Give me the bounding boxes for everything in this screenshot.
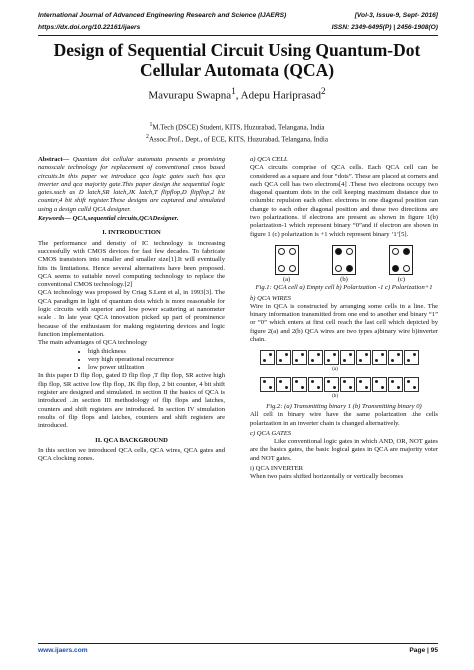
subheading-qca-cell: a) QCA CELL bbox=[250, 156, 288, 163]
figure-2-caption: Fig.2: (a) Transmitting binary 1 (b) Transmitting binary 0) bbox=[266, 402, 422, 410]
author-line bbox=[30, 86, 444, 102]
abstract bbox=[38, 156, 225, 214]
cell-label-c: (c) bbox=[397, 275, 406, 283]
subheading-qca-inverter: i) QCA INVERTER bbox=[250, 465, 304, 473]
figure-1-cells bbox=[258, 245, 430, 275]
aff-2-text: Assoc.Prof., Dept., of ECE, KITS, Huzurabad, Telangana, India bbox=[148, 135, 328, 144]
author-sep: , bbox=[235, 89, 241, 102]
author-1: Mavurapu Swapna bbox=[148, 89, 232, 102]
wire-cell bbox=[292, 377, 307, 392]
quantum-dot bbox=[278, 265, 285, 272]
wire-cell bbox=[324, 377, 339, 392]
wire-cell bbox=[372, 350, 387, 365]
quantum-dot bbox=[346, 265, 353, 272]
wire-cell bbox=[276, 377, 291, 392]
qca-inverter-paragraph: When two pairs shifted horizontally or vertically becomes bbox=[250, 473, 404, 481]
qca-cell-empty bbox=[275, 245, 299, 275]
qca-cell-paragraph: QCA circuits comprise of QCA cells. Each QCA cell can be considered as a square and four “dots”. These are placed at corners and each QCA cell has two electrons[4] .These two electrons occupy two diagonal quantum dots in the cell keeping maximum distance due to columbic repulsion each other. electrons in one diagonal position can change to each other diagonal position and these two directions are two polarizations. if electrons are present as shown in figure 1(b) polarization-1 which represent binary “0”and if electron are shown in figure 1 (c) polarization is +1 which represent binary ‘1’[5]. bbox=[250, 164, 438, 238]
journal-header-line2 bbox=[38, 24, 438, 34]
wire-cell bbox=[388, 377, 403, 392]
doi-link[interactable]: https://dx.doi.org/10.22161/ijaers bbox=[38, 24, 141, 31]
aff-1-text: M.Tech (DSCE) Student, KITS, Huzurabad, Telangana, India bbox=[152, 123, 325, 132]
author-2-mark: 2 bbox=[321, 86, 326, 96]
author-2: Adepu Hariprasad bbox=[240, 89, 322, 102]
figure-1-caption: Fig.1: QCA cell a) Empty cell b) Polarization -1 c) Polarization+1 bbox=[255, 284, 433, 292]
wire-cell bbox=[340, 350, 355, 365]
wire-cell bbox=[404, 350, 419, 365]
wire-cell bbox=[372, 377, 387, 392]
figure-1-labels bbox=[258, 276, 430, 284]
wire-label-a: (a) bbox=[332, 367, 338, 373]
wire-cell bbox=[308, 377, 323, 392]
wire-cell bbox=[324, 350, 339, 365]
wire-cell bbox=[260, 377, 275, 392]
right-column bbox=[250, 156, 438, 482]
quantum-dot bbox=[278, 248, 285, 255]
quantum-dot bbox=[403, 265, 410, 272]
background-paragraph: In this section we introduced QCA cells, QCA wires, QCA gates and QCA clocking zones. bbox=[38, 446, 225, 463]
journal-header-line1 bbox=[38, 12, 438, 22]
binary-wire-1 bbox=[260, 350, 438, 365]
list-item: • high thickness bbox=[88, 348, 225, 356]
list-item: • very high operational recurrence bbox=[88, 356, 225, 364]
aff-2-mark: 2 bbox=[146, 134, 149, 140]
keywords: Keywords— QCA,sequential circuits,QCADesigner. bbox=[38, 215, 179, 223]
quantum-dot bbox=[392, 248, 399, 255]
quantum-dot bbox=[335, 265, 342, 272]
abstract-text: Quantum dot cellular automata presents a promising nanoscale technology for replacement of conventional cmos based circuits.In this paper we introduce qca logic gates such has qca inverter and qca majority gate.This paper design the sequential logic gates.such as D latch,SR latch,JK latch,T flipflop,D flipflop,2 bit counter,4 bit shift register.These designs are captured and simulated using a design calld QCA designer. bbox=[38, 156, 225, 213]
wire-cell bbox=[404, 377, 419, 392]
page-number: Page | 95 bbox=[409, 647, 438, 654]
wire-cell bbox=[260, 350, 275, 365]
site-link[interactable]: www.ijaers.com bbox=[38, 647, 88, 654]
cell-label-a: (a) bbox=[282, 275, 291, 283]
volume-info: [Vol-3, Issue-9, Sept- 2016] bbox=[354, 12, 438, 19]
qca-gates-paragraph: Like conventional logic gates in which AND, OR, NOT gates are the basics gates, the basic logical gates in QCA are majority voter and NOT gates. bbox=[250, 438, 438, 462]
advantages-intro: The main advantages of QCA technology bbox=[38, 339, 148, 347]
wire-cell bbox=[340, 377, 355, 392]
quantum-dot bbox=[346, 248, 353, 255]
cell-label-b: (b) bbox=[340, 275, 348, 283]
intro-paragraph-2: QCA technology was proposed by Criag S.Lent et al, in 1993[3]. The QCA paradigm in light of quantum dots which is more reasonable for logic circuits with superior and low power scattering at nanometer scale . In late year QCA innovation picked up part of prominence because of the enthusiasm for making registering devices and logic function implementation. bbox=[38, 289, 225, 338]
qca-wires-paragraph: Wire in QCA is constructed by arranging some cells in a line. The binary information transmitted from one end to another end binary “1” or “0” which enters at first cell reach the last cell which depicted by figure 2(a) and 2(b) QCA wires are two types a)binary wire b)inverter chain. bbox=[250, 302, 438, 344]
wire-label-b: (b) bbox=[332, 393, 338, 399]
intro-paragraph-1: The performance and density of IC technology is increasing successfully with CMOS devices for fast few decades. To fabricate CMOS transistors into smaller and smaller size[1].It will eventually hits its limitations. Hence several alternatives have been proposed. QCA seems to suitable novel computing technology to replace the conventional CMOS technology.[2] bbox=[38, 239, 225, 289]
issn: ISSN: 2349-6495(P) | 2456-1908(O) bbox=[331, 24, 438, 31]
qca-cell-polarization-plus1 bbox=[389, 245, 413, 275]
quantum-dot bbox=[289, 248, 296, 255]
wire-cell bbox=[356, 350, 371, 365]
subheading-qca-wires: b) QCA WIRES bbox=[250, 294, 291, 302]
intro-paragraph-3: In this paper D flip flop, gated D flip flop ,T flip flop, SR active high flip flop, SR active low flip flop, JK flip flop, 2 bit counter, 4 bit shift register are designed and simulated. in section II the basics of QCA is introduced ..in section III methodology of flip flops and latches, counters and shift registers are introduced. In section IV simulation results of flip flops and latches, counters and shift registers are introduced. bbox=[38, 372, 225, 430]
quantum-dot bbox=[403, 248, 410, 255]
wire-cell bbox=[276, 350, 291, 365]
list-item: • low power utilization bbox=[88, 364, 225, 372]
quantum-dot bbox=[335, 248, 342, 255]
header-rule bbox=[38, 35, 438, 36]
qca-wires-paragraph-2: All cell in binary wire have the same polarization .the cells polarization in an inverter chain is changed alternatively. bbox=[250, 411, 438, 427]
wire-cell bbox=[292, 350, 307, 365]
section-heading-introduction: I. INTRODUCTION bbox=[102, 229, 161, 237]
paper-title: Design of Sequential Circuit Using Quantum-Dot Cellular Automata (QCA) bbox=[53, 40, 421, 80]
figure-2-wires bbox=[260, 350, 438, 401]
wire-cell bbox=[388, 350, 403, 365]
wire-cell bbox=[308, 350, 323, 365]
affiliation-1 bbox=[30, 122, 444, 131]
affiliation-2 bbox=[30, 134, 444, 143]
binary-wire-0 bbox=[260, 377, 438, 392]
wire-cell bbox=[356, 377, 371, 392]
quantum-dot bbox=[289, 265, 296, 272]
subheading-qca-gates: c) QCA GATES bbox=[250, 429, 292, 437]
footer-rule bbox=[38, 643, 438, 644]
section-heading-background: II. QCA BACKGROUND bbox=[95, 436, 168, 444]
advantages-list bbox=[38, 348, 225, 373]
journal-name: International Journal of Advanced Engineering Research and Science (IJAERS) bbox=[38, 12, 287, 19]
left-column bbox=[38, 156, 225, 463]
quantum-dot bbox=[392, 265, 399, 272]
qca-cell-polarization-minus1 bbox=[332, 245, 356, 275]
abstract-label: Abstract— bbox=[38, 156, 70, 163]
author-1-mark: 1 bbox=[231, 86, 236, 96]
aff-1-mark: 1 bbox=[149, 122, 153, 128]
